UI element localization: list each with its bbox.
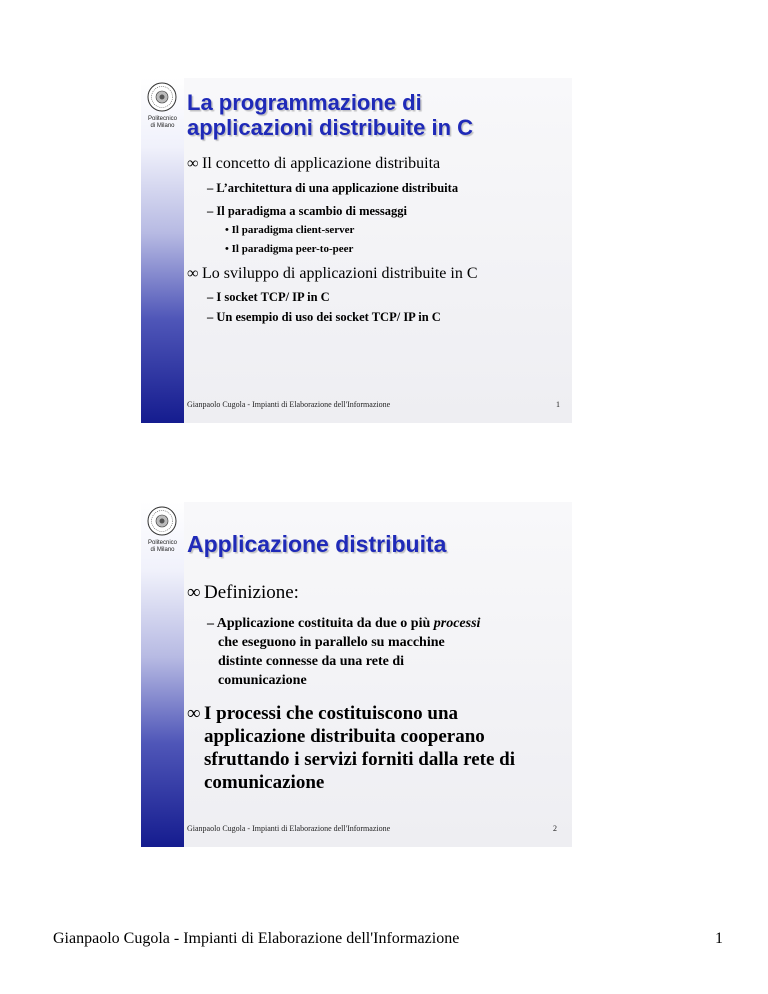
slide-footer: Gianpaolo Cugola - Impianti di Elaborazione dell'Informazione [187, 824, 391, 833]
slide-2 [141, 502, 572, 847]
sub-sub-bullet-item: • Il paradigma peer-to-peer [225, 243, 354, 255]
slide-number: 2 [553, 824, 557, 833]
bullet-item: ∞ Definizione: [187, 582, 299, 603]
sub-sub-bullet-item: • Il paradigma client-server [225, 224, 355, 236]
university-logo-text: Politecnico di Milano [147, 540, 177, 553]
slide-sidebar [141, 502, 184, 847]
slide-title: Applicazione distribuita [187, 531, 447, 557]
bullet-icon: ∞ [187, 582, 201, 603]
slide-footer: Gianpaolo Cugola - Impianti di Elaborazione dell'Informazione [187, 400, 391, 409]
university-seal-icon [147, 506, 177, 536]
sub-bullet-item: – Applicazione costituita da due o più processi che eseguono in parallelo su macchine distinte connesse da una rete di comunicazione [207, 616, 481, 688]
page-number: 1 [715, 930, 723, 947]
bullet-icon: ∞ [187, 265, 199, 282]
sub-bullet-item: – L’architettura di una applicazione distribuita [207, 181, 459, 195]
slide-number: 1 [556, 400, 560, 409]
sub-bullet-item: – Il paradigma a scambio di messaggi [207, 204, 408, 218]
sub-bullet-item: – I socket TCP/ IP in C [207, 290, 330, 304]
bullet-item: ∞ Il concetto di applicazione distribuita [187, 155, 441, 172]
slide-1 [141, 78, 572, 423]
university-logo-text: Politecnico di Milano [147, 116, 177, 129]
bullet-item: ∞ I processi che costituiscono una applicazione distribuita cooperano sfruttando i servizi forniti dalla rete di comunicazione [187, 703, 516, 793]
sub-bullet-item: – Un esempio di uso dei socket TCP/ IP in C [207, 310, 441, 324]
bullet-item: ∞ Lo sviluppo di applicazioni distribuite in C [187, 265, 478, 282]
university-seal-icon [147, 82, 177, 112]
page-footer: Gianpaolo Cugola - Impianti di Elaborazione dell'Informazione [53, 930, 460, 947]
slide-title: La programmazione di applicazioni distribuite in C [187, 90, 474, 140]
bullet-icon: ∞ [187, 703, 201, 724]
bullet-icon: ∞ [187, 155, 199, 172]
slide-sidebar [141, 78, 184, 423]
